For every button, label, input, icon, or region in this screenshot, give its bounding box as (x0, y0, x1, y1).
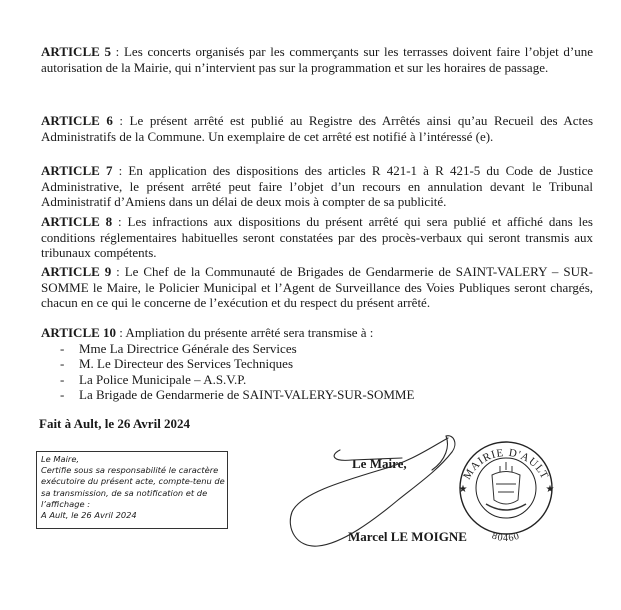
article-text: : Les infractions aux dispositions du présent arrêté qui sera publié et affiché dans les conditions réglementaires habituelles seront constatées par des procès-verbaux qui seront transmis aux tribunaux compétents. (41, 214, 593, 261)
certification-line: l’affichage : (41, 498, 91, 509)
bullet: - (60, 340, 65, 356)
article-label: ARTICLE 10 (41, 325, 117, 340)
article-label: ARTICLE 5 (41, 44, 111, 59)
list-item: - La Police Municipale – A.S.V.P. (60, 371, 247, 387)
certification-line: Certifie sous sa responsabilité le caractère (41, 465, 219, 476)
certification-line: sa transmission, de sa notification et de (41, 487, 208, 498)
article-text: : Ampliation du présente arrêté sera transmise à : (116, 325, 374, 340)
place-date-line: Fait à Ault, le 26 Avril 2024 (39, 416, 191, 431)
stamp-bottom-text: 80460 (490, 530, 522, 544)
article-label: ARTICLE 7 (41, 163, 113, 178)
certification-line: A Ault, le 26 Avril 2024 (41, 510, 137, 521)
article-label: ARTICLE 6 (41, 113, 113, 128)
stamp-top-text: MAIRIE D'AULT (461, 446, 551, 482)
certification-line: Le Maire, (41, 454, 80, 464)
certification-line: exécutoire du présent acte, compte-tenu de (41, 476, 225, 487)
signer-title: Le Maire, (352, 456, 407, 471)
article-text: : Les concerts organisés par les commerçants sur les terrasses doivent faire l’objet d’une autorisation de la Mairie, qui n’intervient pas sur la programmation et sur les horaires de passage. (41, 44, 594, 75)
list-item: - La Brigade de Gendarmerie de SAINT-VALERY-SUR-SOMME (60, 387, 415, 403)
article-text: : En application des dispositions des articles R 421-1 à R 421-5 du Code de Justice Administrative, le présent arrêté peut faire l’objet d’un recours en annulation devant le Tribunal Administratif d’Amiens dans un délai de deux mois à compter de sa publicité. (41, 163, 594, 210)
article-label: ARTICLE 8 (41, 214, 113, 229)
svg-text:★: ★ (458, 484, 468, 495)
bullet: - (60, 387, 65, 403)
coat-of-arms-icon (486, 462, 526, 510)
article-text: : Le Chef de la Communauté de Brigades de Gendarmerie de SAINT-VALERY – SUR-SOMME le Maire, le Policier Municipal et l’Agent de Surveillance des Voies Publiques seront chargés, chacun en ce qui le concerne de l’exécution et du respect du présent arrêté. (41, 264, 593, 311)
bullet: - (60, 371, 65, 387)
mairie-stamp (459, 442, 555, 544)
signer-name: Marcel LE MOIGNE (348, 529, 467, 544)
bullet: - (60, 356, 65, 372)
handwritten-signature (290, 436, 455, 546)
article-text: : Le présent arrêté est publié au Registre des Arrêtés ainsi qu’au Recueil des Actes Administratifs de la Commune. Un exemplaire de cet arrêté est notifié à l’intéressé (e). (41, 113, 593, 144)
svg-text:★: ★ (545, 484, 555, 495)
svg-text:80460 (490, 530, 521, 544)
article-label: ARTICLE 9 (41, 264, 112, 279)
list-item: - M. Le Directeur des Services Techniques (60, 356, 293, 372)
list-item: - Mme La Directrice Générale des Services (60, 340, 297, 356)
